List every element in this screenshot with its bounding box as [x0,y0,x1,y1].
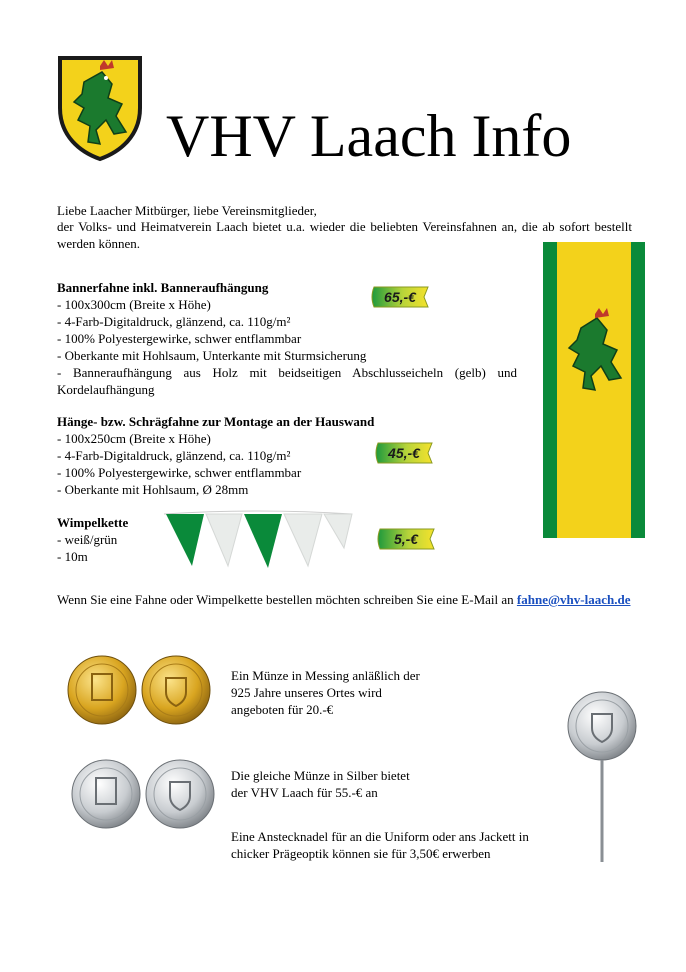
price-tag-banner [368,285,432,309]
brass-coins-image [66,654,216,726]
text-line: angeboten für 20.-€ [231,702,334,717]
intro-text: der Volks- und Heimatverein Laach bietet u.a. wieder die beliebten Vereinsfahnen an, die ab sofort bestellt werden können. [57,219,632,251]
product-detail: - 4-Farb-Digitaldruck, glänzend, ca. 110g/m² [57,314,291,329]
price-label: 45,-€ [388,445,420,461]
product-detail: - 100% Polyestergewirke, schwer entflammbar [57,331,302,346]
product-detail: - Oberkante mit Hohlsaum, Unterkante mit Sturmsicherung [57,348,367,363]
text-line: Eine Anstecknadel für an die Uniform oder ans Jackett in [231,829,529,844]
text-line: 925 Jahre unseres Ortes wird [231,685,382,700]
banner-flag-image [543,242,645,538]
product-detail: - 100% Polyestergewirke, schwer entflammbar [57,465,302,480]
product-detail: - 100x250cm (Breite x Höhe) [57,431,211,446]
product-pennant-chain [57,514,167,565]
crest-logo [56,54,144,162]
product-name: Bannerfahne inkl. Banneraufhängung [57,280,269,295]
product-detail: - weiß/grün [57,532,118,547]
silver-coin-text [231,767,531,801]
order-instructions: Wenn Sie eine Fahne oder Wimpelkette bestellen möchten schreiben Sie eine E-Mail an [57,592,514,607]
product-detail: - Bannerаufhängung aus Holz mit beidseitigen Abschlusseicheln (gelb) und Kordelaufhängung [57,365,517,397]
product-detail: - 10m [57,549,88,564]
email-link[interactable]: fahne@vhv-laach.de [516,592,631,607]
text-line: Die gleiche Münze in Silber bietet [231,768,410,783]
price-tag-wall-flag [372,441,436,465]
product-detail: - Oberkante mit Hohlsaum, Ø 28mm [57,482,249,497]
product-detail: - 100x300cm (Breite x Höhe) [57,297,211,312]
text-line: chicker Prägeoptik können sie für 3,50€ erwerben [231,846,491,861]
price-label: 65,-€ [384,289,416,305]
order-text [57,591,632,608]
product-banner [57,279,517,398]
product-wall-flag [57,413,517,498]
brass-coin-text [231,667,531,718]
silver-coins-image [70,758,220,830]
price-tag-pennant [374,527,438,551]
page-title: VHV Laach Info [166,103,572,169]
product-detail: - 4-Farb-Digitaldruck, glänzend, ca. 110g/m² [57,448,291,463]
product-name: Hänge- bzw. Schrägfahne zur Montage an der Hauswand [57,414,375,429]
text-line: der VHV Laach für 55.-€ an [231,785,378,800]
text-line: Ein Münze in Messing anläßlich der [231,668,420,683]
intro-greeting: Liebe Laacher Mitbürger, liebe Vereinsmitglieder, [57,203,317,218]
price-label: 5,-€ [393,531,419,547]
pennant-chain-image [162,508,354,572]
product-name: Wimpelkette [57,515,129,530]
pin-text [231,828,576,862]
